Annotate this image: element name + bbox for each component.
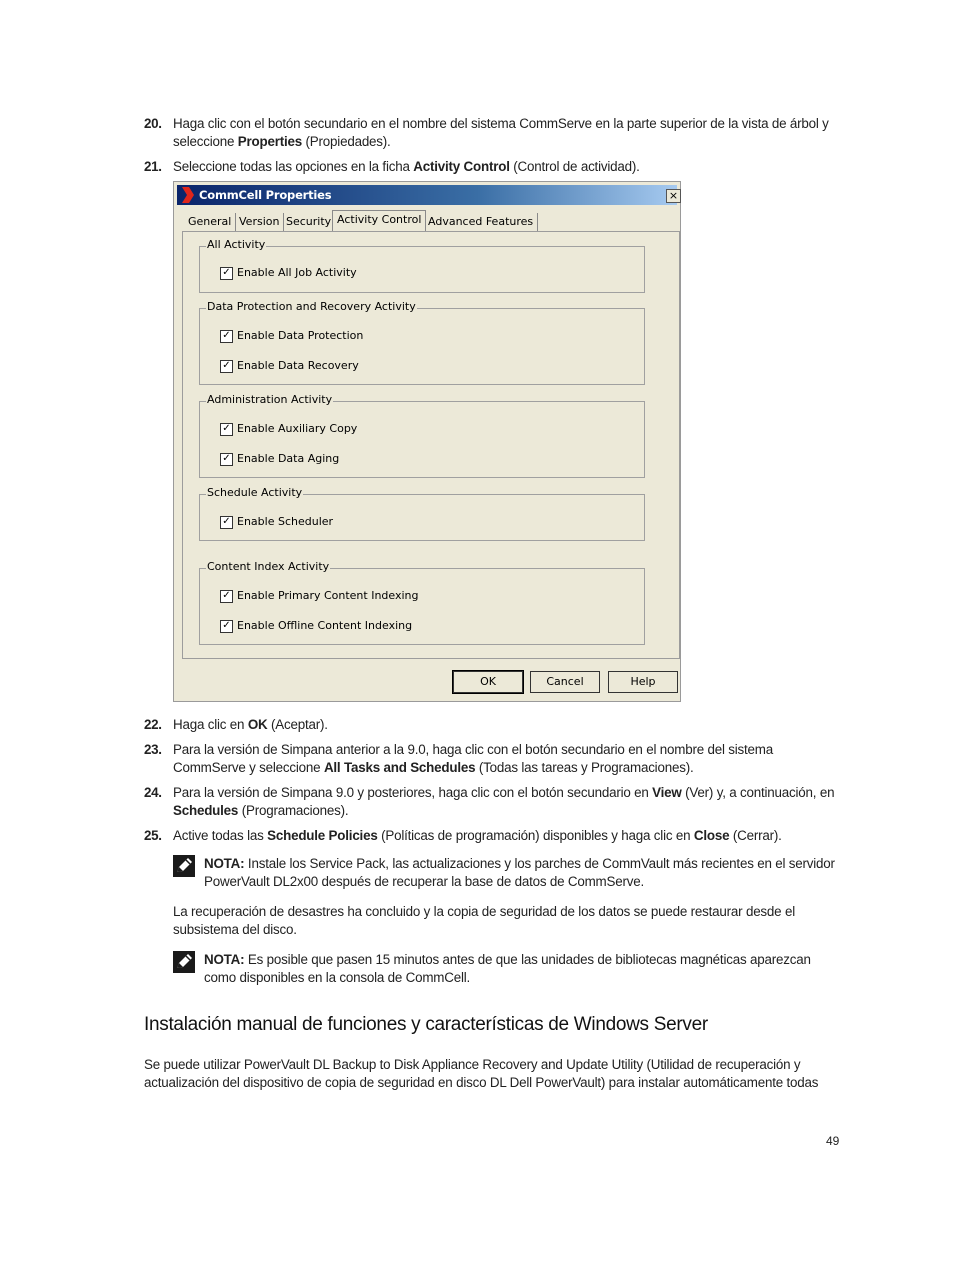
checkbox-box[interactable]: ✓ <box>220 590 233 603</box>
tab-general[interactable]: General <box>184 213 236 231</box>
note-pencil-icon <box>173 855 195 877</box>
page-number: 49 <box>826 1134 840 1148</box>
checkbox-label: Enable All Job Activity <box>237 266 357 279</box>
close-button[interactable]: × <box>666 189 681 203</box>
checkbox-label: Enable Data Recovery <box>237 359 359 372</box>
commvault-logo-icon <box>181 187 195 203</box>
group-title: All Activity <box>207 238 266 251</box>
checkbox-box[interactable]: ✓ <box>220 453 233 466</box>
checkbox-label: Enable Offline Content Indexing <box>237 619 413 632</box>
step-22-text: Haga clic en OK (Aceptar). <box>173 717 328 732</box>
checkbox-label: Enable Auxiliary Copy <box>237 422 358 435</box>
checkbox-box[interactable]: ✓ <box>220 620 233 633</box>
dialog-title: CommCell Properties <box>199 188 332 202</box>
step-21-text: Seleccione todas las opciones en la ficha Activity Control (Control de actividad). <box>173 159 640 174</box>
help-button[interactable]: Help <box>608 671 678 693</box>
step-25-text: Active todas las Schedule Policies (Políticas de programación) disponibles y haga clic en Close (Cerrar). <box>173 828 782 843</box>
checkbox-box[interactable]: ✓ <box>220 330 233 343</box>
step-20-text: Haga clic con el botón secundario en el nombre del sistema CommServe en la parte superior de la vista de árbol y seleccione Properties (Propiedades). <box>173 116 829 149</box>
recovery-paragraph: La recuperación de desastres ha concluido y la copia de seguridad de los datos se puede restaurar desde el subsistema del disco. <box>173 904 795 937</box>
note-1-text: NOTA: Instale los Service Pack, las actualizaciones y los parches de CommVault más recientes en el servidor PowerVault DL2x00 después de recuperar la base de datos de CommServe. <box>204 856 835 889</box>
group-content-index-activity <box>199 560 645 645</box>
group-title: Schedule Activity <box>207 486 303 499</box>
checkbox-label: Enable Data Aging <box>237 452 340 465</box>
tab-security[interactable]: Security <box>282 213 336 231</box>
tab-version[interactable]: Version <box>235 213 284 231</box>
step-number: 23. <box>144 742 162 757</box>
checkbox-box[interactable]: ✓ <box>220 267 233 280</box>
step-24-text: Para la versión de Simpana 9.0 y posteriores, haga clic con el botón secundario en View (Ver) y, a continuación, en Schedules (Programaciones). <box>173 785 835 818</box>
group-administration-activity <box>199 393 645 478</box>
checkbox-label: Enable Primary Content Indexing <box>237 589 419 602</box>
group-title: Content Index Activity <box>207 560 330 573</box>
section-heading: Instalación manual de funciones y características de Windows Server <box>144 1014 708 1035</box>
group-title: Administration Activity <box>207 393 333 406</box>
checkbox-label: Enable Scheduler <box>237 515 334 528</box>
note-2-text: NOTA: Es posible que pasen 15 minutos antes de que las unidades de bibliotecas magnéticas aparezcan como disponibles en la consola de CommCell. <box>204 952 811 985</box>
step-number: 24. <box>144 785 162 800</box>
ok-button[interactable]: OK <box>453 671 523 693</box>
dialog-titlebar <box>177 185 677 205</box>
step-number: 22. <box>144 717 162 732</box>
tab-advanced-features[interactable]: Advanced Features <box>424 213 538 231</box>
step-number: 20. <box>144 116 162 131</box>
checkbox-box[interactable]: ✓ <box>220 423 233 436</box>
step-number: 21. <box>144 159 162 174</box>
commcell-properties-dialog <box>173 181 681 702</box>
checkbox-box[interactable]: ✓ <box>220 360 233 373</box>
step-number: 25. <box>144 828 162 843</box>
group-data-protection-recovery <box>199 300 645 385</box>
group-title: Data Protection and Recovery Activity <box>207 300 416 313</box>
step-23-text: Para la versión de Simpana anterior a la 9.0, haga clic con el botón secundario en el nombre del sistema CommServe y seleccione All Tasks and Schedules (Todas las tareas y Programaciones). <box>173 742 773 775</box>
checkbox-label: Enable Data Protection <box>237 329 364 342</box>
section-paragraph: Se puede utilizar PowerVault DL Backup to Disk Appliance Recovery and Update Utility (Utilidad de recuperación y actualización del dispositivo de copia de seguridad en disco DL Dell PowerVault) para instalar automáticamente todas <box>144 1057 819 1090</box>
note-pencil-icon <box>173 951 195 973</box>
cancel-button[interactable]: Cancel <box>530 671 600 693</box>
checkbox-box[interactable]: ✓ <box>220 516 233 529</box>
tab-activity-control[interactable]: Activity Control <box>332 210 426 232</box>
